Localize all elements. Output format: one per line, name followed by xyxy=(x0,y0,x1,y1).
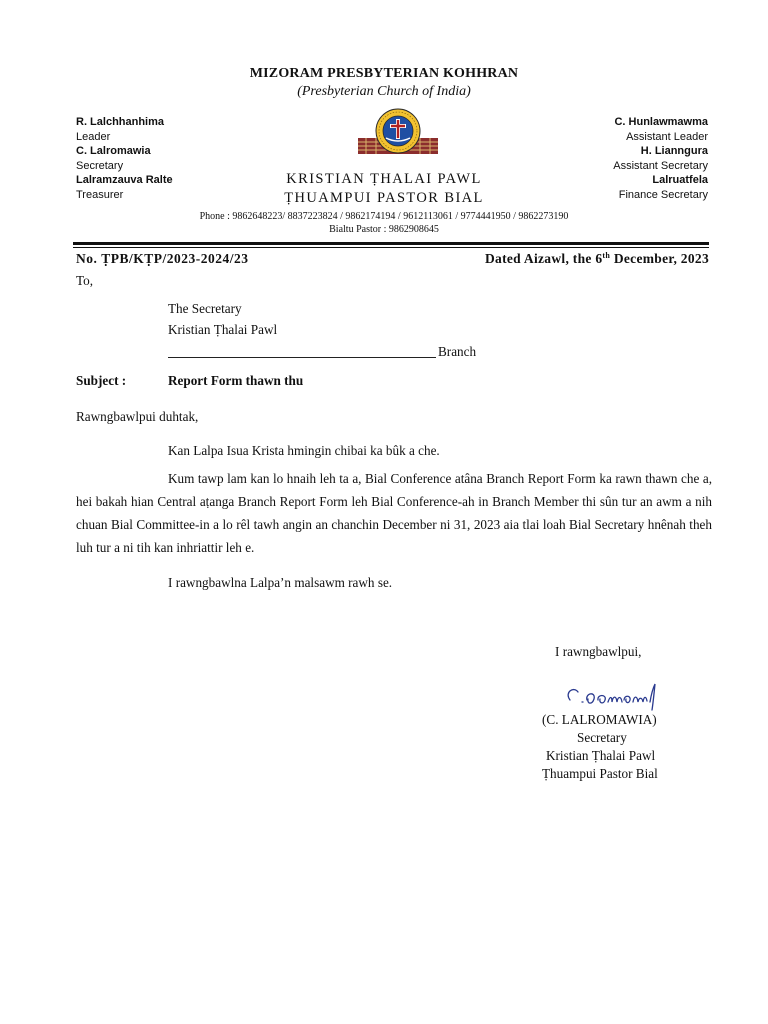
body-name-line2: ṬHUAMPUI PASTOR BIAL xyxy=(284,190,484,206)
officer-role: Secretary xyxy=(76,159,124,172)
officer-role: Finance Secretary xyxy=(618,188,708,201)
officer-role: Assistant Secretary xyxy=(613,159,708,172)
date-ordinal: th xyxy=(602,251,611,260)
branch-blank-line xyxy=(168,343,436,358)
signatory-org-line2: Ṭhuampui Pastor Bial xyxy=(542,766,658,781)
officer-name: H. Lianngura xyxy=(640,145,708,158)
handwritten-signature xyxy=(560,680,670,714)
complimentary-close: I rawngbawlpui, xyxy=(555,644,642,659)
addressee-line2: Kristian Ṭhalai Pawl xyxy=(168,322,278,337)
officer-name: Lalruatfela xyxy=(652,174,708,187)
officer-role: Leader xyxy=(76,130,111,143)
paragraph-main xyxy=(76,467,712,559)
paragraph-closing: I rawngbawlna Lalpa’n malsawm rawh se. xyxy=(168,575,393,590)
officer-name: Lalramzauva Ralte xyxy=(76,174,173,187)
officer-name: C. Lalromawia xyxy=(76,145,151,158)
signatory-name: (C. LALROMAWIA) xyxy=(542,712,657,727)
header-rule-thick xyxy=(73,242,709,245)
officer-name: R. Lalchhanhima xyxy=(76,116,165,128)
signatory-title: Secretary xyxy=(577,730,627,745)
officer-role: Treasurer xyxy=(76,188,124,201)
officer-role: Assistant Leader xyxy=(626,130,708,143)
org-title: MIZORAM PRESBYTERIAN KOHHRAN xyxy=(249,66,519,81)
paragraph-greeting: Kan Lalpa Isua Krista hmingin chibai ka bûk a che. xyxy=(168,443,440,458)
header-rule-thin xyxy=(73,247,709,248)
org-subtitle: (Presbyterian Church of India) xyxy=(297,84,471,99)
body-name-line1: KRISTIAN ṬHALAI PAWL xyxy=(286,171,482,187)
phone-numbers: Phone : 9862648223/ 8837223824 / 9862174194 / 9612113061 / 9774441950 / 9862273190 xyxy=(199,211,569,222)
letter-date xyxy=(485,251,709,267)
addressee-line1: The Secretary xyxy=(168,301,242,316)
signatory-org-line1: Kristian Ṭhalai Pawl xyxy=(546,748,656,763)
date-prefix: Dated Aizawl, the 6 xyxy=(484,251,603,266)
subject-label: Subject : xyxy=(76,373,127,388)
to-line: To, xyxy=(76,273,94,288)
branch-label: Branch xyxy=(438,344,477,359)
church-emblem-logo xyxy=(356,108,440,162)
salutation: Rawngbawlpui duhtak, xyxy=(76,409,199,424)
date-suffix: December, 2023 xyxy=(610,251,709,266)
subject-text: Report Form thawn thu xyxy=(168,373,304,388)
officer-name: C. Hunlawmawma xyxy=(614,116,708,128)
paragraph-main-text: Kum tawp lam kan lo hnaih leh ta a, Bial Conference atâna Branch Report Form ka rawn thawn che a, hei bakah hian Central aṭanga Branch Report Form leh Bial Conference-ah in Branch Member thi sûn tur an awm a nih chuan Bial Committee-in a lo rêl tawh angin an chanchin December ni 31, 2023 aia tlai loah Bial Secretary hnênah theh luh tur a ni tih kan inhriattir leh e. xyxy=(76,471,712,555)
bialtu-pastor-phone: Bialtu Pastor : 9862908645 xyxy=(329,224,439,235)
reference-number: No. ṬPB/KṬP/2023-2024/23 xyxy=(76,251,249,266)
